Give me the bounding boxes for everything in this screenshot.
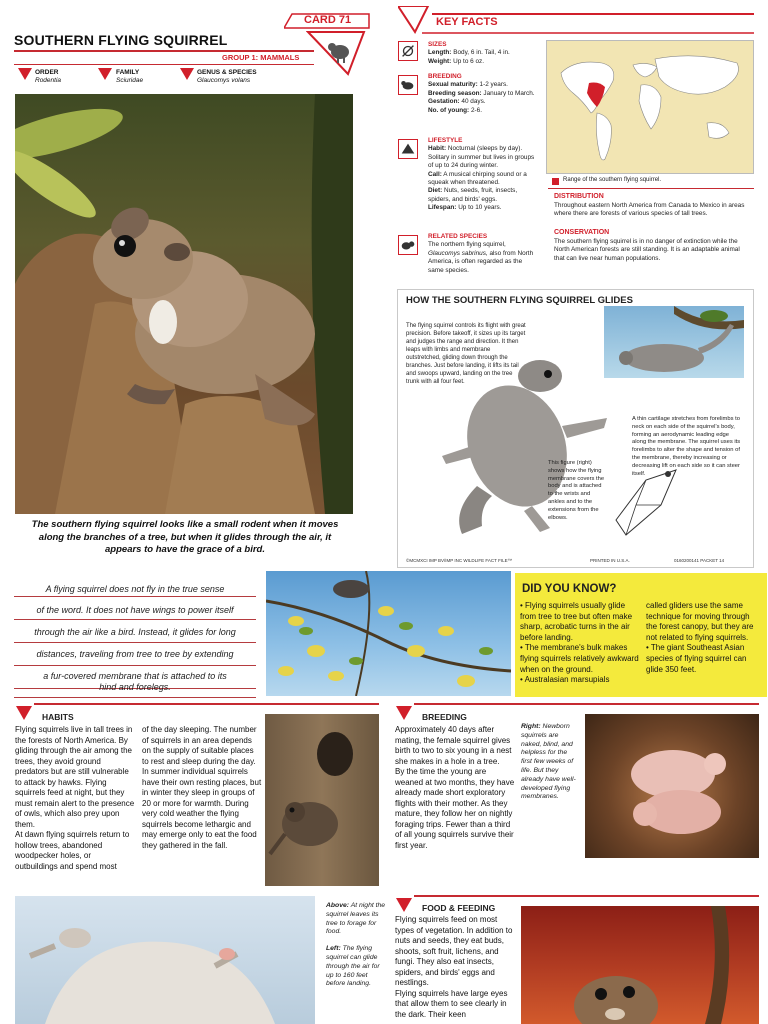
order-marker [18, 68, 32, 80]
breeding-marker [396, 706, 412, 720]
left-caption [326, 945, 386, 989]
title-rule [14, 50, 314, 52]
order-label: ORDER [35, 69, 59, 76]
habits-squirrel-photo [265, 714, 379, 886]
breeding-facts-title: BREEDING [428, 73, 462, 80]
above-caption [326, 902, 386, 937]
membrane-diagram [606, 460, 686, 540]
quote-line-3: distances, traveling from tree to tree by extending [36, 649, 234, 659]
lifestyle-diet-label: Diet: [428, 187, 443, 195]
lifestyle-lifespan-label: Lifespan: [428, 204, 457, 212]
ruler-icon [398, 41, 418, 61]
sizes-block [428, 41, 536, 66]
food-text: Flying squirrels feed on most types of vegetation. In addition to nuts and seeds, they eat buds, shoots, soft fruit, lichens, and fungi. They also eat insects, spiders, and birds' eggs and nestlings. Flying squirrels have large eyes that allow them to see clearly in the dark. Their keen [395, 915, 513, 1019]
breeding-rule [414, 703, 759, 705]
family-marker [98, 68, 112, 80]
family-label: FAMILY [116, 69, 140, 76]
related-text-a: The northern flying squirrel, [428, 241, 506, 249]
related-species-icon [398, 235, 418, 255]
habits-col-1: Flying squirrels live in tall trees in the forests of North America. By gliding through the air among the trees, they avoid ground predators but are still vulnerable to attack by hawks. Flying squirrels feed at night, but they must remain alert to the presence of owls, which also prey upon them. At dawn flying squirrels return to hollow trees, abandoned woodpecker holes, or outbuildings and spend most [15, 725, 135, 871]
genus-marker [180, 68, 194, 80]
breeding-young-value: 2-6. [470, 106, 482, 114]
breeding-gestation-label: Gestation: [428, 98, 460, 106]
map-legend-text: Range of the southern flying squirrel. [563, 177, 662, 183]
bottom-captions [326, 902, 386, 989]
food-rule [414, 895, 759, 897]
gliding-squirrel-photo [15, 896, 315, 1024]
lifestyle-title: LIFESTYLE [428, 137, 463, 144]
map-legend-rule [548, 188, 754, 189]
lifestyle-habit-label: Habit: [428, 145, 447, 153]
tree-canopy-photo [266, 571, 511, 696]
family-value: Sciuridae [116, 77, 144, 84]
glide-text-1: The flying squirrel controls its flight with great precision. Before takeoff, it sizes up its target and judges the range and direction. It then leaps with limbs and membrane outstretched, gliding down through the branches. Just before landing, it lifts its tail and swoops upward, landing on the tree trunk with all four feet. [406, 323, 526, 385]
card-number: CARD 71 [304, 14, 352, 26]
sizes-weight [428, 58, 536, 66]
related-text-b: also from North America, is often regarded as the same species. [428, 249, 534, 274]
quote-rule-0 [14, 596, 256, 597]
sizes-length-value: Body, 6 in. Tail, 4 in. [453, 49, 510, 57]
habits-title: HABITS [42, 712, 74, 722]
lifestyle-icon [398, 139, 418, 159]
quote-line-4: a fur-covered membrane that is attached to its [43, 671, 227, 681]
lifestyle-diet-value: Nuts, seeds, fruit, insects, spiders, and birds' eggs. [428, 187, 518, 203]
breeding-maturity-value: 1-2 years. [479, 81, 508, 89]
glide-photo [604, 306, 744, 378]
above-caption-text: At night the squirrel leaves its tree to forage for food. [326, 902, 386, 936]
quote-rule-3 [14, 665, 256, 666]
lifestyle-lifespan-value: Up to 10 years. [458, 204, 502, 212]
breeding-season-label: Breeding season: [428, 89, 482, 97]
breeding-maturity [428, 81, 536, 89]
food-squirrel-photo [521, 906, 759, 1024]
newborn-squirrels-photo [585, 714, 759, 858]
key-facts-header [398, 6, 754, 34]
lifestyle-call-value: A musical chirping sound or a squeak when threatened. [428, 170, 527, 187]
order-value: Rodentia [35, 77, 62, 84]
did-you-know-title: DID YOU KNOW? [522, 583, 617, 595]
breeding-gestation-value: 40 days. [461, 98, 486, 106]
breeding-right-caption [521, 723, 579, 802]
key-facts-title: KEY FACTS [436, 16, 498, 28]
breeding-title: BREEDING [422, 712, 467, 722]
breeding-maturity-label: Sexual maturity: [428, 81, 478, 89]
card-tab [284, 13, 370, 29]
left-caption-lead: Left: [326, 945, 341, 953]
distribution-title: DISTRIBUTION [554, 193, 604, 200]
related-species-name: Glaucomys sabrinus, [428, 249, 488, 257]
range-map [546, 40, 754, 174]
breeding-season [428, 90, 536, 98]
sizes-weight-value: Up to 6 oz. [453, 57, 484, 65]
breeding-season-value: January to March. [483, 89, 535, 97]
related-title: RELATED SPECIES [428, 233, 488, 240]
lifestyle-lifespan [428, 204, 536, 212]
quote-rule-1 [14, 619, 256, 620]
breeding-text: Approximately 40 days after mating, the female squirrel gives birth to two to six young in a nest she makes in a hole in a tree. By the time the young are weaned at two months, they have already made short exploratory flights with their mother. As they mature, they follow her on nightly foraging trips. Fewer than a third of all young squirrels survive their first year. [395, 725, 515, 850]
did-you-know-col-2: called gliders use the same technique for moving through the forest canopy, but they are not related to flying squirrels. • The giant Southeast Asian species of flying squirrel can glide 350 feet. [646, 601, 754, 674]
did-you-know-col-1: • Flying squirrels usually glide from tree to tree but often make sharp, acrobatic turns in the air before landing. • The membrane's bulk makes flying squirrels relatively awkward when on the ground. • Australasian marsupials [520, 601, 639, 685]
distribution-text: Throughout eastern North America from Canada to Mexico in areas where there are forests of various species of tall trees. [554, 202, 745, 218]
lifestyle-habit-value: Nocturnal (sleeps by day). Solitary in summer but lives in groups of up to 24 during winter. [428, 145, 535, 170]
glide-diagram-box [397, 289, 754, 568]
glide-printed: PRINTED IN U.S.A. [590, 558, 630, 563]
glide-copyright: ©MCMXCI IMP BV/IMP INC WILDLIFE FACT FILE™ [406, 558, 513, 563]
map-legend-swatch [552, 178, 559, 185]
lifestyle-call-label: Call: [428, 170, 442, 178]
glide-text-3: This figure (right) shows how the flying membrane covers the body and is attached to the wrists and ankles and to the extensions from the elbows. [548, 460, 605, 521]
breeding-icon [398, 75, 418, 95]
main-squirrel-photo [15, 94, 353, 514]
lifestyle-call [428, 171, 536, 188]
quote-line-1: of the word. It does not have wings to power itself [36, 605, 234, 615]
breeding-facts-block [428, 73, 536, 115]
quote-line-0: A flying squirrel does not fly in the true sense [45, 584, 225, 594]
mammal-badge [306, 28, 366, 78]
glide-title: HOW THE SOUTHERN FLYING SQUIRREL GLIDES [406, 295, 633, 306]
glide-packet-code: 0160200141 PACKET 14 [674, 558, 725, 563]
quote-rule-2 [14, 642, 256, 643]
habits-marker [16, 706, 32, 720]
main-caption: The southern flying squirrel looks like a small rodent when it moves along the branches of a tree, but when it glides through the air, it appears to have the grace of a bird. [31, 519, 339, 555]
breeding-young [428, 107, 536, 115]
breeding-right-caption-lead: Right: [521, 723, 541, 730]
quote-rule-5 [14, 697, 256, 698]
food-title: FOOD & FEEDING [422, 903, 496, 913]
food-marker [396, 898, 412, 912]
breeding-right-caption-text: Newborn squirrels are naked, blind, and helpless for the first few weeks of life. But they already have well-developed flying membranes. [521, 723, 576, 801]
sizes-title: SIZES [428, 41, 447, 48]
group-label: GROUP 1: MAMMALS [222, 53, 300, 62]
habits-col-2: of the day sleeping. The number of squirrels in an area depends on the supply of suitable places to rest and sleep during the day. In summer individual squirrels have their own resting places, but in winter they sleep in groups of 20 or more for warmth. During very cold weather the flying squirrels become lethargic and may emerge only to eat the food they gathered in the fall. [142, 725, 262, 850]
lifestyle-habit [428, 145, 536, 170]
page-title: SOUTHERN FLYING SQUIRREL [14, 32, 228, 48]
sizes-length [428, 49, 536, 57]
breeding-gestation [428, 98, 536, 106]
sizes-length-label: Length: [428, 49, 452, 57]
lifestyle-block [428, 137, 536, 213]
breeding-young-label: No. of young: [428, 106, 470, 114]
glide-text-2: A thin cartilage stretches from forelimbs to neck on each side of the squirrel's body, forming an aerodynamic leading edge along the membrane. The squirrel uses its forelimbs to alter the shape and tension of the membrane, thereby increasing or decreasing lift on each side so it can steer itself. [632, 416, 741, 477]
habits-rule [34, 703, 379, 705]
conservation-title: CONSERVATION [554, 229, 610, 236]
above-caption-lead: Above: [326, 902, 350, 909]
lifestyle-diet [428, 187, 536, 204]
left-caption-text: The flying squirrel can glide through the air for up to 160 feet before landing. [326, 945, 380, 988]
related-block [428, 233, 536, 275]
quote-line-2: through the air like a bird. Instead, it glides for long [34, 627, 236, 637]
group-rule [14, 64, 314, 65]
quote-line-5: hind and forelegs. [99, 682, 171, 692]
genus-label: GENUS & SPECIES [197, 69, 257, 76]
sizes-weight-label: Weight: [428, 57, 452, 65]
genus-value: Glaucomys volans [197, 77, 251, 84]
conservation-text: The southern flying squirrel is in no danger of extinction while the North American forests are still standing. It is an adaptable animal that can live near human populations. [554, 238, 740, 262]
